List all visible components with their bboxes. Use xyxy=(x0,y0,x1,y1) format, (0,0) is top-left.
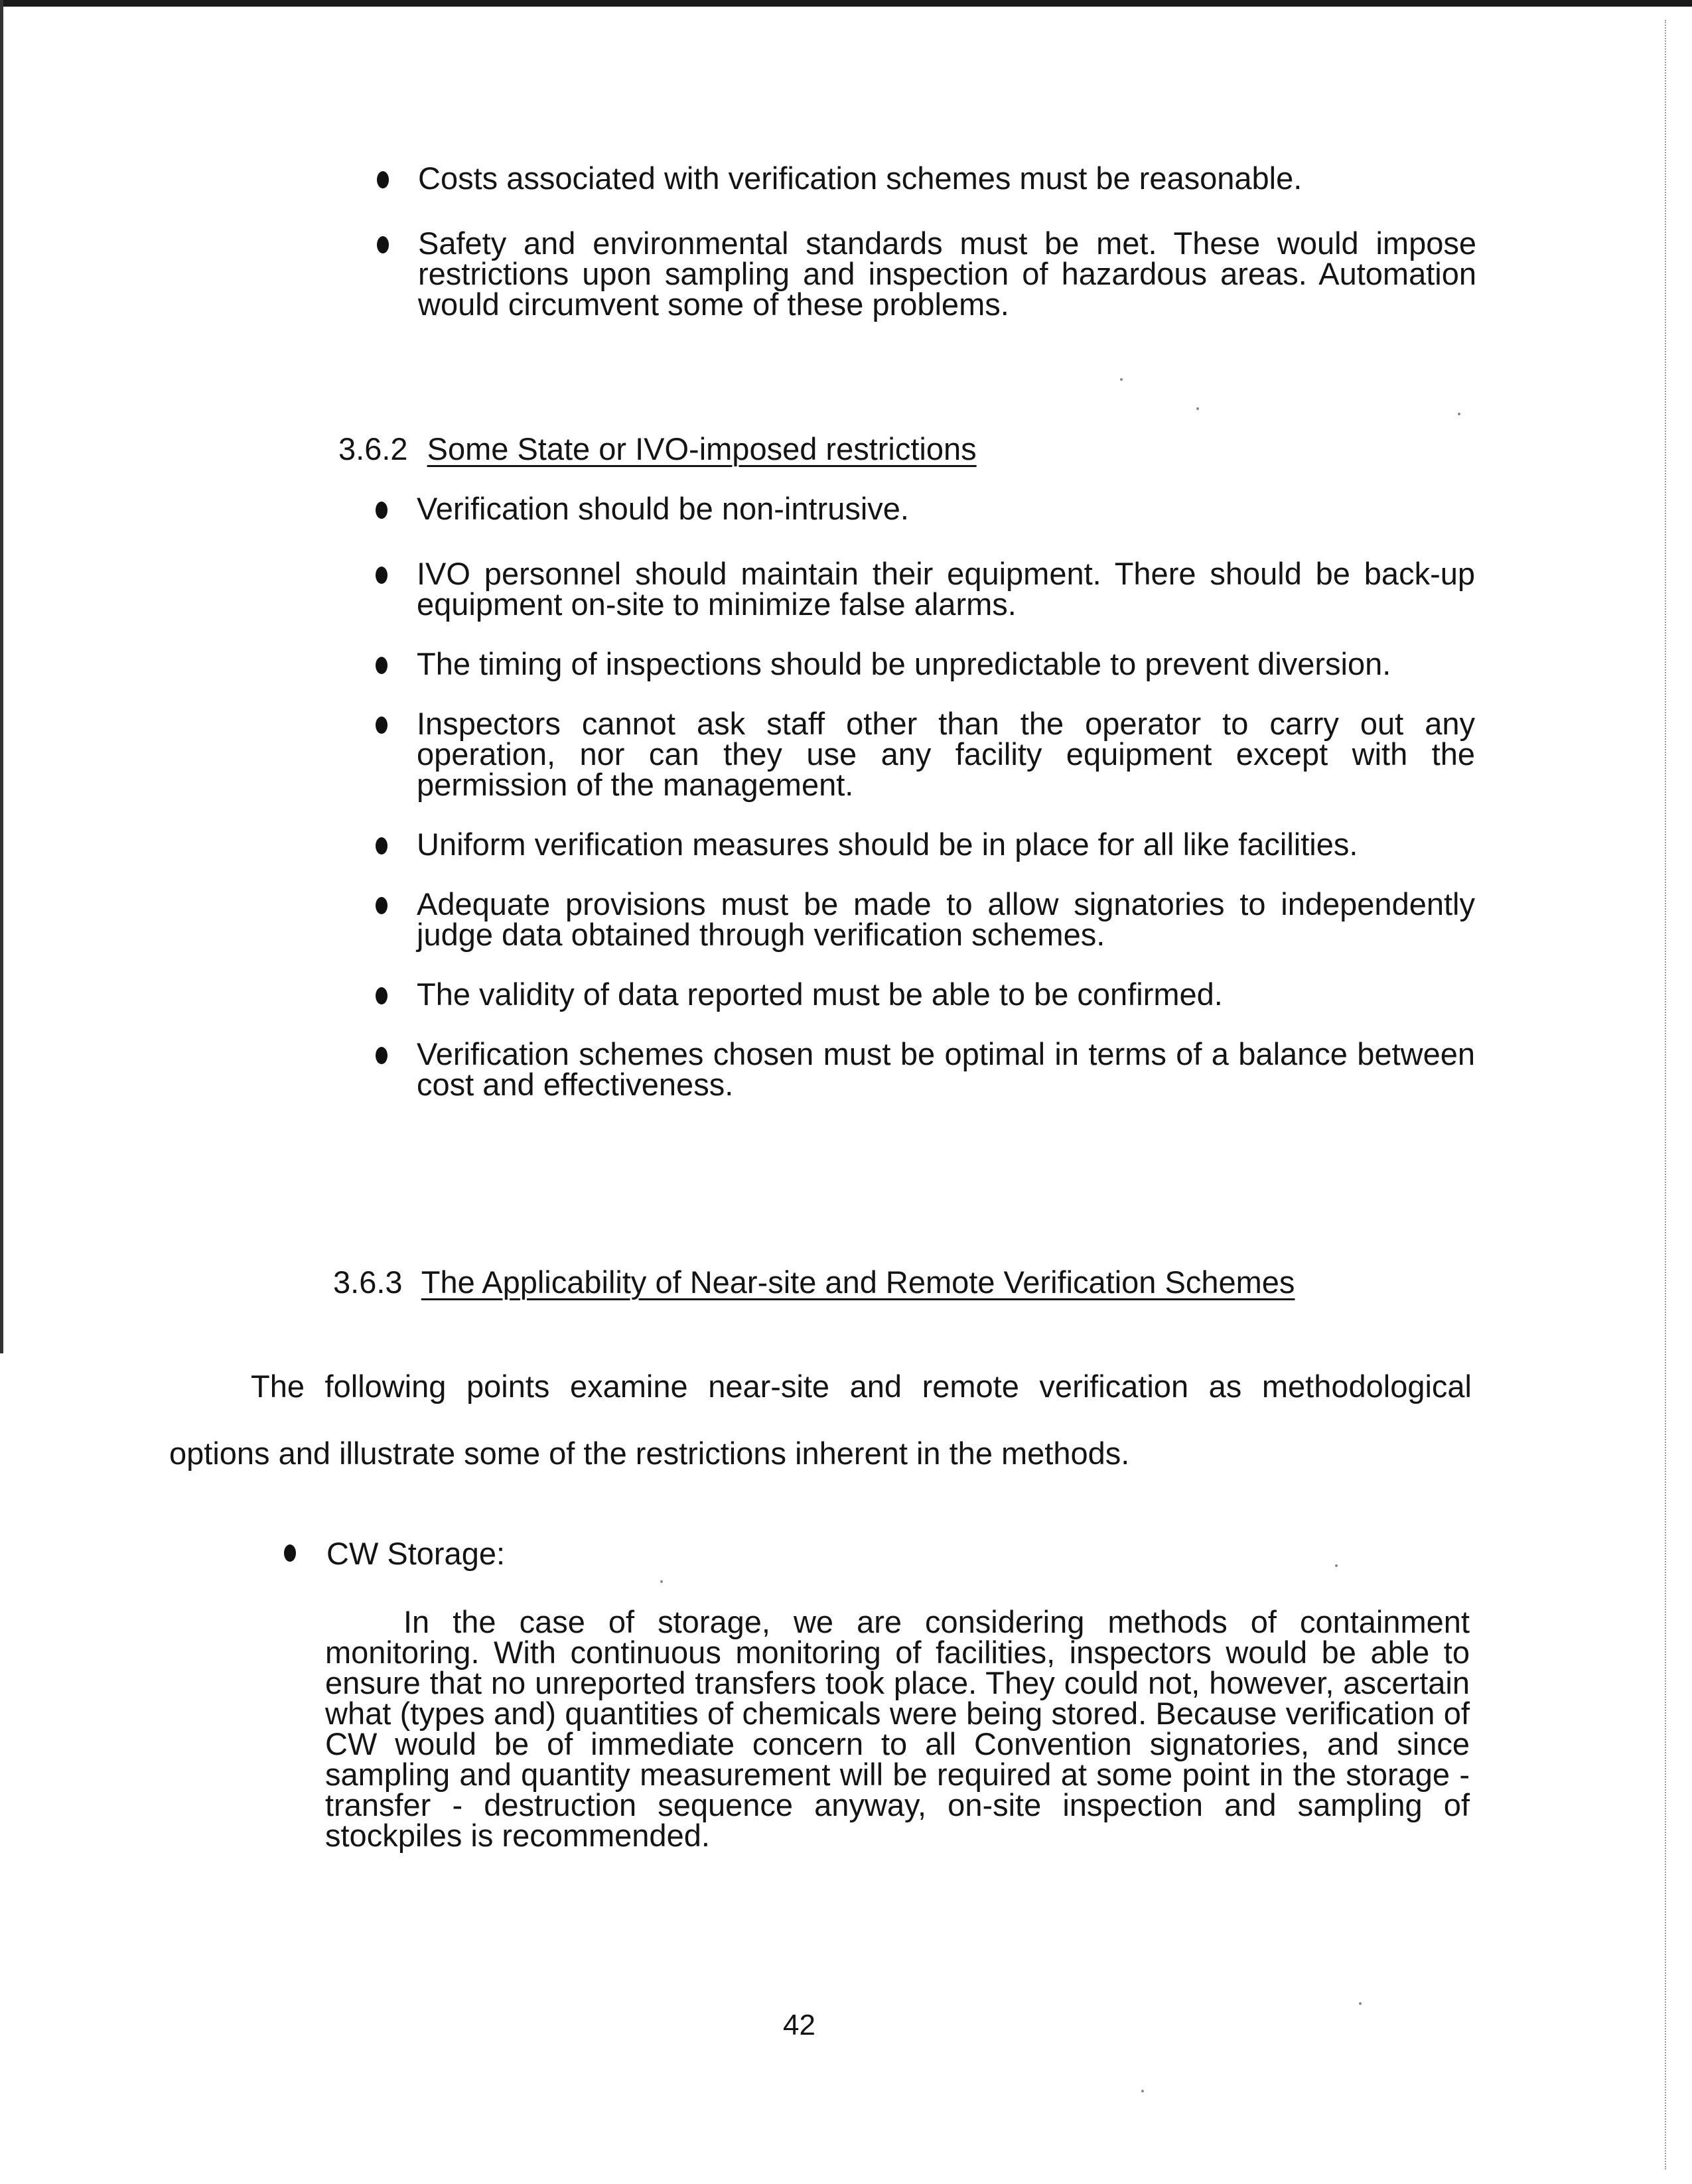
bullet-icon xyxy=(376,657,388,674)
intro-line-2: options and illustrate some of the restrictions inherent in the methods. xyxy=(169,1436,1130,1471)
page-top-edge xyxy=(0,0,1692,7)
list-item-text: Uniform verification measures should be in place for all like facilities. xyxy=(417,827,1358,862)
restrictions-bullet-list xyxy=(417,491,1475,1102)
page-left-edge xyxy=(0,0,3,1353)
bullet-icon xyxy=(376,502,388,519)
list-item-text: Inspectors cannot ask staff other than the operator to carry out any operation, nor can they use any facility equipment except with the permission of the management. xyxy=(417,706,1475,802)
list-item-text: Safety and environmental standards must be met. These would impose restrictions upon sampling and inspection of hazardous areas. Automation would circumvent some of these problems. xyxy=(418,226,1476,322)
list-item xyxy=(417,706,1475,802)
scan-speck xyxy=(1458,413,1460,415)
list-item xyxy=(418,228,1476,320)
scan-speck xyxy=(1335,1564,1338,1567)
bullet-icon xyxy=(376,1047,388,1064)
list-item xyxy=(417,491,1475,526)
list-item-text: IVO personnel should maintain their equipment. There should be back-up equipment on-site to minimize false alarms. xyxy=(417,556,1475,622)
section-number: 3.6.2 xyxy=(338,431,408,466)
scan-speck xyxy=(660,1580,663,1583)
cw-storage-item xyxy=(326,1535,505,1572)
scan-speck xyxy=(1141,2090,1144,2092)
section-title: The Applicability of Near-site and Remote Verification Schemes xyxy=(421,1264,1295,1300)
bullet-icon xyxy=(377,171,389,188)
list-item-text: Adequate provisions must be made to allow signatories to independently judge data obtained through verification schemes. xyxy=(417,886,1475,952)
bullet-icon xyxy=(376,987,388,1004)
bullet-icon xyxy=(376,897,388,914)
scan-speck xyxy=(1359,2002,1362,2005)
scan-speck xyxy=(1196,407,1199,410)
bullet-icon xyxy=(377,236,389,253)
list-item xyxy=(417,556,1475,622)
list-item-text: Costs associated with verification schemes must be reasonable. xyxy=(418,161,1303,196)
list-item xyxy=(417,886,1475,952)
section-heading-3-6-3 xyxy=(333,1266,1295,1299)
list-item xyxy=(417,829,1475,860)
list-item xyxy=(417,979,1475,1010)
storage-paragraph: In the case of storage, we are considering methods of containment monitoring. With continuous monitoring of facilities, inspectors would be able to ensure that no unreported transfers took place. They could not, however, ascertain what (types and) quantities of chemicals were being stored. Because verification of CW would be of immediate concern to all Convention signatories, and since sampling and quantity measurement will be required at some point in the storage - transfer - destruction sequence anyway, on-site inspection and sampling of stockpiles is recommended. xyxy=(325,1604,1470,1853)
scan-speck xyxy=(1120,378,1123,381)
list-item xyxy=(417,646,1475,681)
list-item-text: Verification should be non-intrusive. xyxy=(417,491,909,526)
list-item-text: The timing of inspections should be unpredictable to prevent diversion. xyxy=(417,646,1391,681)
list-item xyxy=(418,163,1476,194)
bullet-icon xyxy=(284,1544,296,1562)
top-bullet-list xyxy=(418,163,1476,320)
page-right-edge xyxy=(1665,20,1668,2169)
section-heading-3-6-2 xyxy=(338,433,977,466)
section-number: 3.6.3 xyxy=(333,1264,403,1300)
intro-line-1: The following points examine near-site and remote verification as methodological xyxy=(251,1369,1472,1404)
cw-storage-label: CW Storage: xyxy=(326,1536,506,1571)
bullet-icon xyxy=(376,837,388,854)
bullet-icon xyxy=(376,717,388,734)
page-number: 42 xyxy=(783,2009,815,2041)
list-item xyxy=(417,1036,1475,1102)
list-item-text: Verification schemes chosen must be optimal in terms of a balance between cost and effectiveness. xyxy=(417,1036,1475,1102)
list-item-text: The validity of data reported must be able to be confirmed. xyxy=(417,977,1223,1012)
section-title: Some State or IVO-imposed restrictions xyxy=(427,431,977,466)
bullet-icon xyxy=(376,567,388,584)
